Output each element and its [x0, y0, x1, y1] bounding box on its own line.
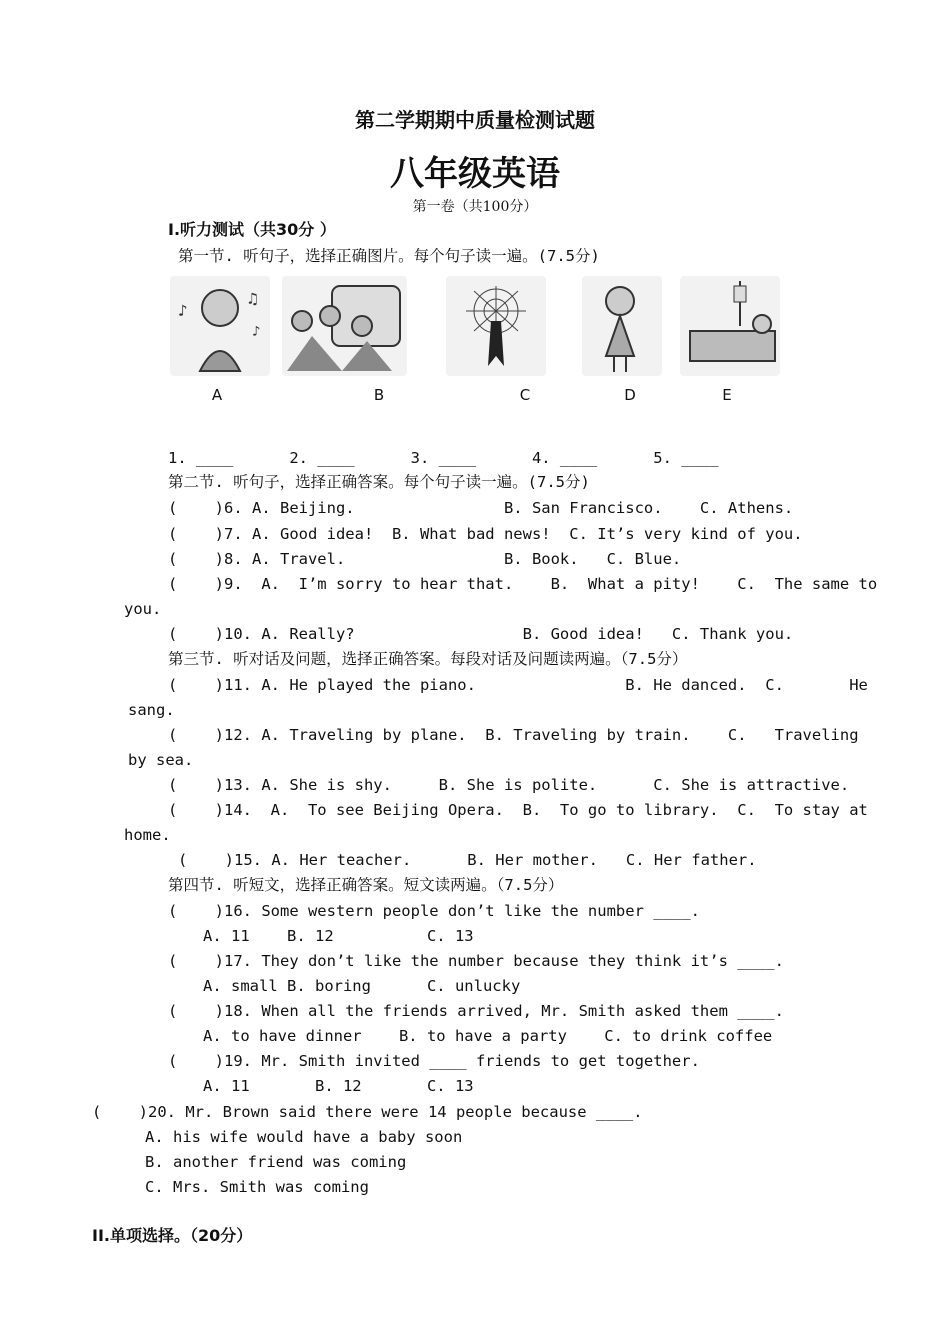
part2-heading: II.单项选择。（20分）: [92, 1226, 253, 1245]
kids-accident-icon: [282, 276, 407, 376]
question-19-options: A. 11 B. 12 C. 13: [203, 1077, 474, 1095]
question-10: ( )10. A. Really? B. Good idea! C. Thank you.: [168, 625, 794, 643]
picture-d: [582, 276, 662, 376]
question-12: ( )12. A. Traveling by plane. B. Traveling by train. C. Traveling: [168, 726, 859, 744]
question-14-cont: home.: [124, 826, 171, 844]
picture-label-b: B: [373, 386, 385, 404]
question-16-options: A. 11 B. 12 C. 13: [203, 927, 474, 945]
question-6: ( )6. A. Beijing. B. San Francisco. C. Athens.: [168, 499, 794, 517]
subject-title: 八年级英语: [390, 154, 560, 194]
picture-a: [170, 276, 270, 376]
svg-text:♫: ♫: [248, 289, 258, 308]
volume-label: 第一卷（共100分）: [412, 199, 538, 215]
question-16: ( )16. Some western people don’t like the number ____.: [168, 902, 700, 920]
svg-text:♪: ♪: [252, 324, 261, 340]
section4-instruction: 第四节. 听短文，选择正确答案。短文读两遍。（7.5分）: [168, 876, 564, 894]
picture-label-c: C: [519, 386, 531, 404]
spider-man-icon: [446, 276, 546, 376]
answer-blanks: 1. ____ 2. ____ 3. ____ 4. ____ 5. ____: [168, 449, 719, 467]
patient-in-bed-icon: [680, 276, 780, 376]
question-20: ( )20. Mr. Brown said there were 14 people because ____.: [92, 1103, 643, 1121]
question-9: ( )9. A. I’m sorry to hear that. B. What a pity! C. The same to: [168, 575, 878, 593]
picture-label-d: D: [624, 386, 636, 404]
question-17: ( )17. They don’t like the number because they think it’s ____.: [168, 952, 784, 970]
question-9-cont: you.: [124, 600, 162, 618]
girl-toothache-icon: [582, 276, 662, 376]
question-20-option-a: A. his wife would have a baby soon: [145, 1128, 463, 1146]
question-18: ( )18. When all the friends arrived, Mr. Smith asked them ____.: [168, 1002, 784, 1020]
question-11-cont: sang.: [128, 701, 175, 719]
section3-instruction: 第三节. 听对话及问题，选择正确答案。每段对话及问题读两遍。（7.5分）: [168, 650, 688, 668]
question-14: ( )14. A. To see Beijing Opera. B. To go to library. C. To stay at: [168, 801, 868, 819]
question-20-option-b: B. another friend was coming: [145, 1153, 407, 1171]
exam-title: 第二学期期中质量检测试题: [355, 108, 595, 132]
section1-instruction: 第一节. 听句子，选择正确图片。每个句子读一遍。(7.5分): [178, 247, 600, 265]
question-18-options: A. to have dinner B. to have a party C. to drink coffee: [203, 1027, 773, 1045]
boy-listening-music-icon: [170, 276, 270, 376]
question-17-options: A. small B. boring C. unlucky: [203, 977, 521, 995]
question-19: ( )19. Mr. Smith invited ____ friends to get together.: [168, 1052, 700, 1070]
svg-text:♪: ♪: [178, 301, 188, 320]
question-20-option-c: C. Mrs. Smith was coming: [145, 1178, 369, 1196]
question-13: ( )13. A. She is shy. B. She is polite. C. She is attractive.: [168, 776, 850, 794]
question-7: ( )7. A. Good idea! B. What bad news! C. It’s very kind of you.: [168, 525, 803, 543]
picture-label-a: A: [211, 386, 223, 404]
section2-instruction: 第二节. 听句子，选择正确答案。每个句子读一遍。(7.5分): [168, 473, 590, 491]
part1-heading: I.听力测试（共30分 ）: [168, 220, 336, 239]
picture-label-e: E: [722, 386, 732, 404]
question-15: ( )15. A. Her teacher. B. Her mother. C. Her father.: [178, 851, 757, 869]
picture-c: [446, 276, 546, 376]
question-12-cont: by sea.: [128, 751, 194, 769]
picture-e: [680, 276, 780, 376]
question-11: ( )11. A. He played the piano. B. He danced. C. He: [168, 676, 868, 694]
question-8: ( )8. A. Travel. B. Book. C. Blue.: [168, 550, 682, 568]
picture-b: [282, 276, 407, 376]
